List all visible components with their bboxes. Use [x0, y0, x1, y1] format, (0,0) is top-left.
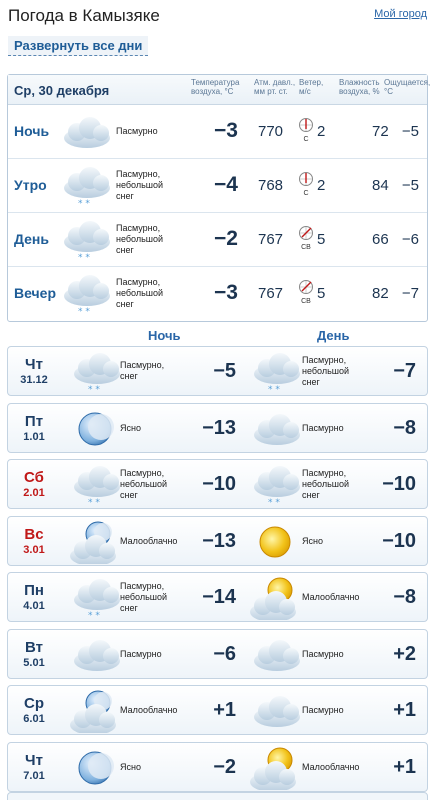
svg-text:* *: * * — [78, 253, 90, 262]
description-line: Пасмурно — [116, 126, 158, 136]
night-temperature: −5 — [213, 360, 236, 382]
temperature: −3 — [214, 119, 238, 142]
col-header-wind: Ветер, м/с — [299, 78, 324, 96]
weather-description — [302, 536, 323, 547]
day-label — [8, 517, 60, 565]
moon-cloud-icon — [68, 520, 122, 564]
day-label — [8, 347, 60, 395]
description-line: снег — [302, 377, 320, 387]
day-date: 1.01 — [23, 430, 45, 443]
weather-description — [120, 360, 164, 382]
cloud-snow-icon — [58, 272, 114, 316]
description-line: снег — [120, 371, 138, 381]
day-date: 4.01 — [23, 600, 45, 612]
feels-like: −7 — [401, 285, 419, 302]
today-period-row — [8, 267, 427, 321]
description-line: Пасмурно — [120, 648, 162, 659]
description-line: Пасмурно — [302, 648, 344, 659]
day-of-week: Пт — [24, 412, 44, 430]
description-line: Малооблачно — [120, 705, 178, 715]
cloud-snow-icon — [68, 576, 122, 620]
wind-direction-icon — [299, 279, 313, 305]
day-of-week: Чт — [25, 751, 43, 769]
expand-all-days-button[interactable]: Развернуть все дни — [8, 36, 148, 56]
description-line: небольшой — [302, 366, 350, 376]
sun-cloud-icon — [248, 576, 302, 620]
description-line: снег — [116, 245, 134, 255]
day-of-week: Чт — [25, 356, 43, 373]
humidity: 82 — [372, 285, 389, 302]
cloud-icon — [248, 633, 302, 677]
description-line: Пасмурно, — [302, 468, 347, 478]
svg-text:* *: * * — [268, 385, 280, 394]
humidity: 72 — [372, 123, 389, 140]
day-label — [8, 630, 60, 678]
cloud-snow-icon — [248, 463, 302, 507]
period-name: Ночь — [14, 123, 50, 139]
temperature: −4 — [214, 173, 238, 196]
forecast-day-row[interactable] — [7, 572, 428, 622]
description-line: Пасмурно, — [116, 223, 161, 233]
description-line: снег — [116, 191, 134, 201]
today-period-row — [8, 213, 427, 267]
day-date: 7.01 — [23, 769, 45, 782]
day-date: 6.01 — [23, 713, 45, 725]
pressure: 767 — [258, 231, 284, 248]
weather-description — [302, 468, 349, 501]
humidity: 66 — [372, 231, 389, 248]
description-line: Пасмурно — [302, 422, 344, 433]
description-line: небольшой — [302, 479, 350, 489]
day-date: 3.01 — [23, 543, 45, 556]
day-label — [8, 573, 60, 621]
svg-text:* *: * * — [88, 498, 100, 507]
day-date: 2.01 — [23, 487, 45, 499]
forecast-day-row[interactable] — [7, 685, 428, 735]
day-of-week: Пн — [24, 582, 44, 599]
description-line: Пасмурно — [302, 705, 344, 715]
night-temperature: +1 — [213, 699, 236, 721]
description-line: Ясно — [120, 422, 141, 433]
forecast-night-header: Ночь — [148, 328, 181, 343]
weather-description — [116, 223, 163, 256]
day-of-week: Вт — [25, 638, 43, 656]
day-label — [8, 743, 60, 791]
moon-icon — [68, 746, 122, 790]
forecast-day-row[interactable] — [7, 742, 428, 792]
night-temperature: −2 — [213, 755, 236, 778]
description-line: Пасмурно, — [116, 169, 161, 179]
day-temperature: −7 — [393, 360, 416, 382]
day-temperature: −10 — [382, 473, 416, 495]
col-header-feels: Ощущается, °С — [384, 78, 431, 96]
forecast-day-row[interactable] — [7, 459, 428, 509]
page-header — [8, 6, 427, 30]
day-temperature: +2 — [393, 642, 416, 665]
cloud-snow-icon — [68, 350, 122, 394]
sun-cloud-icon — [248, 746, 302, 790]
today-header — [8, 75, 431, 105]
weather-description — [302, 705, 344, 716]
feels-like: −5 — [401, 177, 419, 194]
description-line: Пасмурно, — [302, 355, 347, 365]
cloud-snow-icon — [68, 463, 122, 507]
my-city-link[interactable]: Мой город — [374, 8, 427, 20]
weather-description — [302, 423, 344, 434]
day-of-week: Сб — [24, 469, 44, 486]
weather-description — [120, 705, 177, 716]
night-temperature: −13 — [202, 416, 236, 439]
forecast-day-header: День — [317, 328, 350, 343]
description-line: Пасмурно, — [116, 277, 161, 287]
svg-text:* *: * * — [78, 307, 90, 316]
description-line: небольшой — [120, 592, 168, 602]
sun-icon — [248, 520, 302, 564]
description-line: Пасмурно, — [120, 581, 165, 591]
svg-text:С: С — [303, 136, 309, 143]
night-temperature: −14 — [202, 586, 236, 608]
svg-text:С: С — [303, 190, 309, 197]
day-label — [8, 460, 60, 508]
description-line: Пасмурно, — [120, 360, 165, 370]
cloud-icon — [68, 633, 122, 677]
wind-speed: 5 — [317, 231, 326, 248]
forecast-day-row[interactable] — [7, 516, 428, 566]
weather-description — [120, 649, 162, 660]
wind-direction-icon — [299, 171, 313, 197]
col-header-pressure: Атм. давл., мм рт. ст. — [254, 78, 296, 96]
description-line: снег — [302, 490, 320, 500]
cloud-snow-icon — [248, 350, 302, 394]
wind-direction-icon — [299, 117, 313, 143]
day-of-week: Вс — [24, 525, 44, 543]
forecast-day-row[interactable] — [7, 629, 428, 679]
description-line: Малооблачно — [302, 761, 360, 772]
feels-like: −6 — [401, 231, 419, 248]
moon-icon — [68, 407, 122, 451]
svg-text:СВ: СВ — [301, 244, 311, 251]
description-line: Малооблачно — [120, 535, 178, 546]
description-line: небольшой — [116, 288, 164, 298]
day-date: 5.01 — [23, 656, 45, 669]
wind-speed: 5 — [317, 285, 326, 302]
svg-text:* *: * * — [88, 385, 100, 394]
page-title: Погода в Камызяке — [8, 6, 160, 25]
weather-description — [116, 169, 163, 202]
cloud-snow-icon — [58, 218, 114, 262]
col-header-humidity: Влажность воздуха, % — [339, 78, 380, 96]
pressure: 770 — [258, 123, 284, 140]
cloud-icon — [248, 407, 302, 451]
night-temperature: −6 — [213, 642, 236, 665]
weather-description — [302, 592, 359, 603]
description-line: небольшой — [116, 234, 164, 244]
description-line: небольшой — [116, 180, 164, 190]
temperature: −3 — [214, 281, 238, 304]
weather-description — [120, 468, 167, 501]
cloud-snow-icon — [58, 164, 114, 208]
col-header-temp: Температура воздуха, °С — [191, 78, 240, 96]
day-temperature: −8 — [393, 586, 416, 608]
wind-direction-icon — [299, 225, 313, 251]
svg-text:СВ: СВ — [301, 298, 311, 305]
night-temperature: −10 — [202, 473, 236, 495]
forecast-day-row[interactable] — [7, 403, 428, 453]
description-line: снег — [120, 490, 138, 500]
weather-description — [302, 762, 359, 773]
description-line: небольшой — [120, 479, 168, 489]
svg-text:* *: * * — [88, 611, 100, 620]
weather-description — [120, 423, 141, 434]
weather-description — [116, 126, 158, 137]
weather-description — [302, 649, 344, 660]
period-name: Вечер — [14, 285, 57, 301]
description-line: Малооблачно — [302, 592, 360, 602]
day-label — [8, 686, 60, 734]
description-line: Ясно — [120, 761, 141, 772]
day-temperature: −10 — [382, 529, 416, 552]
humidity: 84 — [372, 177, 389, 194]
feels-like: −5 — [401, 123, 419, 140]
day-of-week: Ср — [24, 695, 44, 712]
wind-speed: 2 — [317, 123, 326, 140]
description-line: снег — [116, 299, 134, 309]
pressure: 767 — [258, 285, 284, 302]
today-period-row — [8, 105, 427, 159]
moon-cloud-icon — [68, 689, 122, 733]
description-line: снег — [120, 603, 138, 613]
period-name: Утро — [14, 177, 47, 193]
weather-description — [302, 355, 349, 388]
forecast-day-row[interactable] — [7, 346, 428, 396]
day-temperature: +1 — [393, 699, 416, 721]
cloud-icon — [248, 689, 302, 733]
weather-description — [120, 536, 177, 547]
period-name: День — [14, 231, 49, 247]
next-day-row-partial[interactable] — [7, 792, 428, 800]
night-temperature: −13 — [202, 529, 236, 552]
pressure: 768 — [258, 177, 284, 194]
today-block — [7, 74, 431, 322]
weather-description — [120, 762, 141, 773]
description-line: Пасмурно, — [120, 468, 165, 478]
day-temperature: +1 — [393, 755, 416, 778]
weather-description — [116, 277, 163, 310]
today-date: Ср, 30 декабря — [14, 83, 110, 98]
day-date: 31.12 — [20, 374, 48, 386]
description-line: Ясно — [302, 535, 323, 546]
svg-text:* *: * * — [268, 498, 280, 507]
today-period-row — [8, 159, 427, 213]
weather-description — [120, 581, 167, 614]
svg-text:* *: * * — [78, 199, 90, 208]
wind-speed: 2 — [317, 177, 326, 194]
day-label — [8, 404, 60, 452]
temperature: −2 — [214, 227, 238, 250]
day-temperature: −8 — [393, 416, 416, 439]
cloud-icon — [58, 110, 114, 154]
